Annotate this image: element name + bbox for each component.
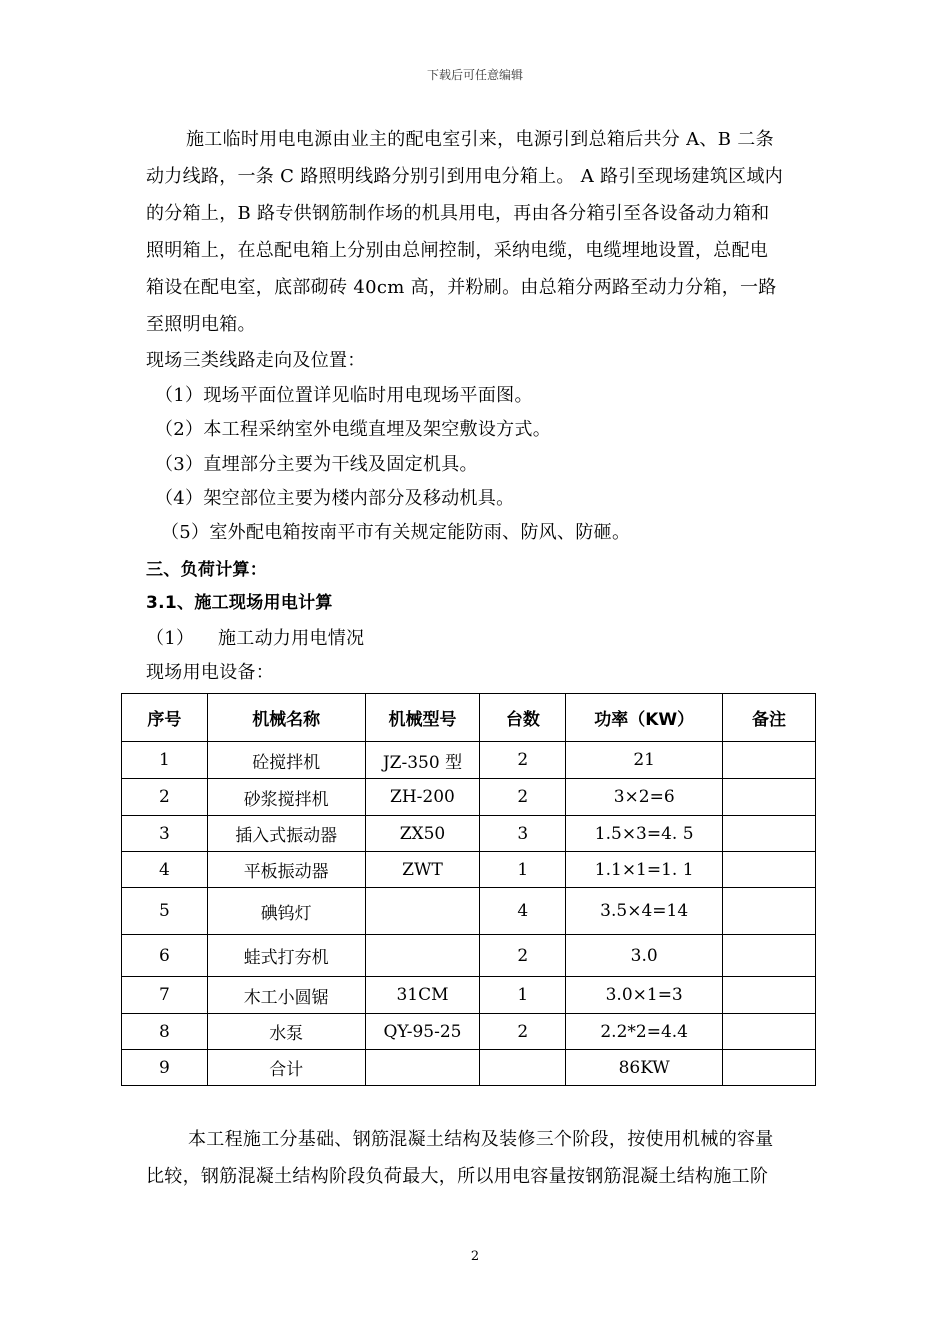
table-cell: 86KW <box>566 1050 723 1086</box>
paragraph-line: 至照明电箱。 <box>146 314 256 335</box>
table-cell: 1 <box>122 742 208 779</box>
routes-title: 现场三类线路走向及位置： <box>146 350 366 371</box>
table-cell: 3 <box>480 816 566 852</box>
table-row <box>122 852 816 888</box>
section-heading: 三、负荷计算： <box>146 560 268 580</box>
table-cell: 砼搅拌机 <box>207 742 365 779</box>
table-cell: 7 <box>122 977 208 1014</box>
header-cell: 机械型号 <box>365 694 480 742</box>
table-cell: 插入式振动器 <box>207 816 365 852</box>
table-cell: 1 <box>480 977 566 1014</box>
table-cell: 平板振动器 <box>207 852 365 888</box>
route-item: （5）室外配电箱按南平市有关规定能防雨、防风、防砸。 <box>161 522 631 543</box>
table-cell: 3×2=6 <box>566 779 723 816</box>
sub-item-number: （1） <box>146 628 195 649</box>
paragraph-line: 照明箱上，在总配电箱上分别由总闸控制，采纳电缆，电缆埋地设置，总配电 <box>146 240 769 261</box>
table-cell: 水泵 <box>207 1014 365 1050</box>
table-cell: 2 <box>480 935 566 977</box>
sub-item-text: 施工动力用电情况 <box>218 628 365 649</box>
header-cell: 台数 <box>480 694 566 742</box>
table-cell: 4 <box>480 888 566 935</box>
table-cell: 木工小圆锯 <box>207 977 365 1014</box>
table-cell: 3.5×4=14 <box>566 888 723 935</box>
table-cell: 砂浆搅拌机 <box>207 779 365 816</box>
table-cell: 2 <box>480 742 566 779</box>
table-cell <box>723 977 816 1014</box>
table-cell <box>723 1050 816 1086</box>
table-row <box>122 779 816 816</box>
table-cell <box>723 816 816 852</box>
route-item: （3）直埋部分主要为干线及固定机具。 <box>155 454 478 475</box>
table-cell: 1 <box>480 852 566 888</box>
table-row-total <box>122 1050 816 1086</box>
table-cell: JZ-350 型 <box>365 742 480 779</box>
table-cell: 合计 <box>207 1050 365 1086</box>
table-row <box>122 742 816 779</box>
table-cell: 蛙式打夯机 <box>207 935 365 977</box>
page-number: 2 <box>470 1249 480 1264</box>
table-cell: 5 <box>122 888 208 935</box>
table-cell: 2 <box>480 779 566 816</box>
header-cell: 功率（KW） <box>566 694 723 742</box>
header-cell: 备注 <box>723 694 816 742</box>
table-cell: 9 <box>122 1050 208 1086</box>
table-cell <box>480 1050 566 1086</box>
equipment-label: 现场用电设备： <box>146 662 275 683</box>
table-row <box>122 1014 816 1050</box>
table-cell <box>723 852 816 888</box>
table-cell: 31CM <box>365 977 480 1014</box>
table-cell: 3 <box>122 816 208 852</box>
header-cell: 机械名称 <box>207 694 365 742</box>
paragraph-line: 比较，钢筋混凝土结构阶段负荷最大，所以用电容量按钢筋混凝土结构施工阶 <box>146 1166 769 1187</box>
table-cell <box>723 1014 816 1050</box>
table-cell <box>723 935 816 977</box>
route-item: （4）架空部位主要为楼内部分及移动机具。 <box>155 488 515 509</box>
table-cell: ZWT <box>365 852 480 888</box>
table-cell <box>365 888 480 935</box>
table-cell: 21 <box>566 742 723 779</box>
table-cell: 3.0×1=3 <box>566 977 723 1014</box>
paragraph-line: 本工程施工分基础、钢筋混凝土结构及装修三个阶段，按使用机械的容量 <box>188 1129 774 1150</box>
table-header-row <box>122 694 816 742</box>
header-cell: 序号 <box>122 694 208 742</box>
subsection-heading: 3.1、施工现场用电计算 <box>146 593 333 613</box>
table-cell <box>365 1050 480 1086</box>
table-cell: 8 <box>122 1014 208 1050</box>
table-cell: 3.0 <box>566 935 723 977</box>
table-cell: 2.2*2=4.4 <box>566 1014 723 1050</box>
table-cell: 2 <box>480 1014 566 1050</box>
table-row <box>122 977 816 1014</box>
paragraph-line: 箱设在配电室，底部砌砖 40cm 高，并粉刷。由总箱分两路至动力分箱，一路 <box>146 277 777 298</box>
table-cell: 1.1×1=1. 1 <box>566 852 723 888</box>
table-cell: 2 <box>122 779 208 816</box>
table-cell: 4 <box>122 852 208 888</box>
paragraph-line: 施工临时用电电源由业主的配电室引来，电源引到总箱后共分 A、B 二条 <box>186 129 774 150</box>
table-cell <box>723 779 816 816</box>
table-cell: 碘钨灯 <box>207 888 365 935</box>
equipment-table <box>121 693 816 1086</box>
table-row <box>122 888 816 935</box>
route-item: （1）现场平面位置详见临时用电现场平面图。 <box>155 385 533 406</box>
table-row <box>122 816 816 852</box>
table-cell <box>365 935 480 977</box>
paragraph-line: 的分箱上，B 路专供钢筋制作场的机具用电，再由各分箱引至各设备动力箱和 <box>146 203 770 224</box>
table-cell <box>723 888 816 935</box>
paragraph-line: 动力线路，一条 C 路照明线路分别引到用电分箱上。 A 路引至现场建筑区域内 <box>146 166 784 187</box>
table-cell: 1.5×3=4. 5 <box>566 816 723 852</box>
route-item: （2）本工程采纳室外电缆直埋及架空敷设方式。 <box>155 419 552 440</box>
table-cell: QY-95-25 <box>365 1014 480 1050</box>
page-header: 下载后可任意编辑 <box>426 68 523 82</box>
table-cell <box>723 742 816 779</box>
table-row <box>122 935 816 977</box>
table-cell: 6 <box>122 935 208 977</box>
table-cell: ZX50 <box>365 816 480 852</box>
table-cell: ZH-200 <box>365 779 480 816</box>
